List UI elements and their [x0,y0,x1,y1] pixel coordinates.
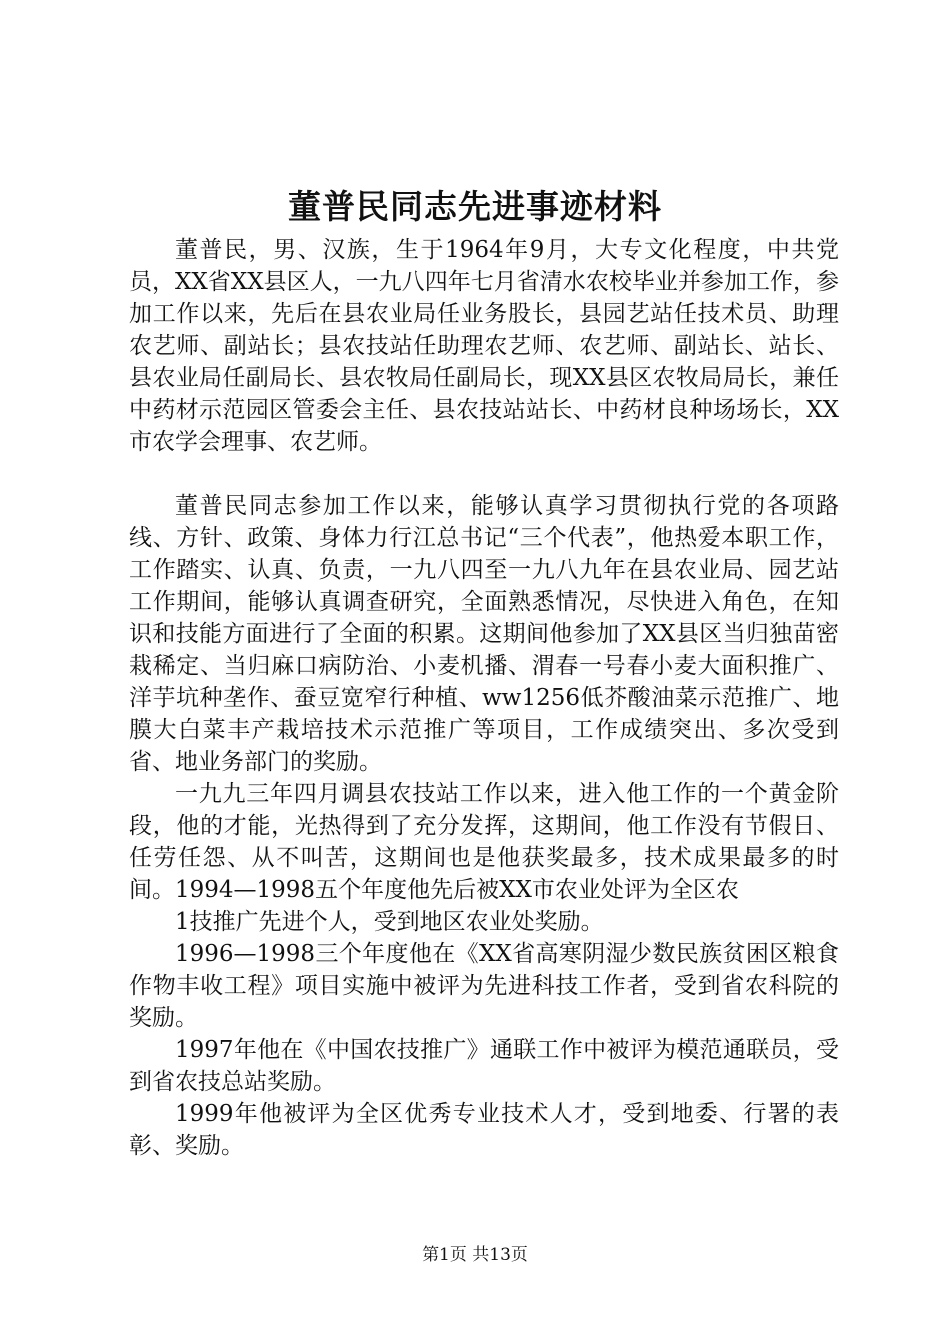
paragraph-award-1999: 1999年他被评为全区优秀专业技术人才，受到地委、行署的表彰、奖励。 [129,1101,839,1159]
paragraph-biography: 董普民，男、汉族，生于1964年9月，大专文化程度，中共党员，XX省XX县区人，一九八四年七月省清水农校毕业并参加工作，参加工作以来，先后在县农业局任业务股长，县园艺站任技术员、助理农艺师、副站长；县农技站任助理农艺师、农艺师、副站长、站长、县农业局任副局长、县农牧局任副局长，现XX县区农牧局局长，兼任中药材示范园区管委会主任、县农技站站长、中药材良种场场长，XX市农学会理事、农艺师。 [129,237,839,455]
paragraph-early-career: 董普民同志参加工作以来，能够认真学习贯彻执行党的各项路线、方针、政策、身体力行江总书记“三个代表”，他热爱本职工作，工作踏实、认真、负责，一九八四至一九八九年在县农业局、园艺站工作期间，能够认真调查研究，全面熟悉情况，尽快进入角色，在知识和技能方面进行了全面的积累。这期间他参加了XX县区当归独苗密栽稀定、当归麻口病防治、小麦机播、渭春一号春小麦大面积推广、洋芋坑种垄作、蚕豆宽窄行种植、ww1256低芥酸油菜示范推广、地膜大白菜丰产栽培技术示范推广等项目，工作成绩突出、多次受到省、地业务部门的奖励。 [129,493,839,775]
paragraph-award-1996: 1996—1998三个年度他在《XX省高寒阴湿少数民族贫困区粮食作物丰收工程》项目实施中被评为先进科技工作者，受到省农科院的奖励。 [129,941,839,1031]
paragraph-award-1997: 1997年他在《中国农技推广》通联工作中被评为模范通联员，受到省农技总站奖励。 [129,1037,839,1095]
document-body [129,234,839,1162]
document-title: 董普民同志先进事迹材料 [288,187,662,226]
paragraph-extension-station: 一九九三年四月调县农技站工作以来，进入他工作的一个黄金阶段，他的才能，光热得到了充分发挥，这期间，他工作没有节假日、任劳任怨、从不叫苦，这期间也是他获奖最多，技术成果最多的时间。1994—1998五个年度他先后被XX市农业处评为全区农 [129,781,839,903]
page-number: 第1页 共13页 [422,1245,528,1265]
paragraph-award-1994: 1技推广先进个人，受到地区农业处奖励。 [175,909,604,935]
